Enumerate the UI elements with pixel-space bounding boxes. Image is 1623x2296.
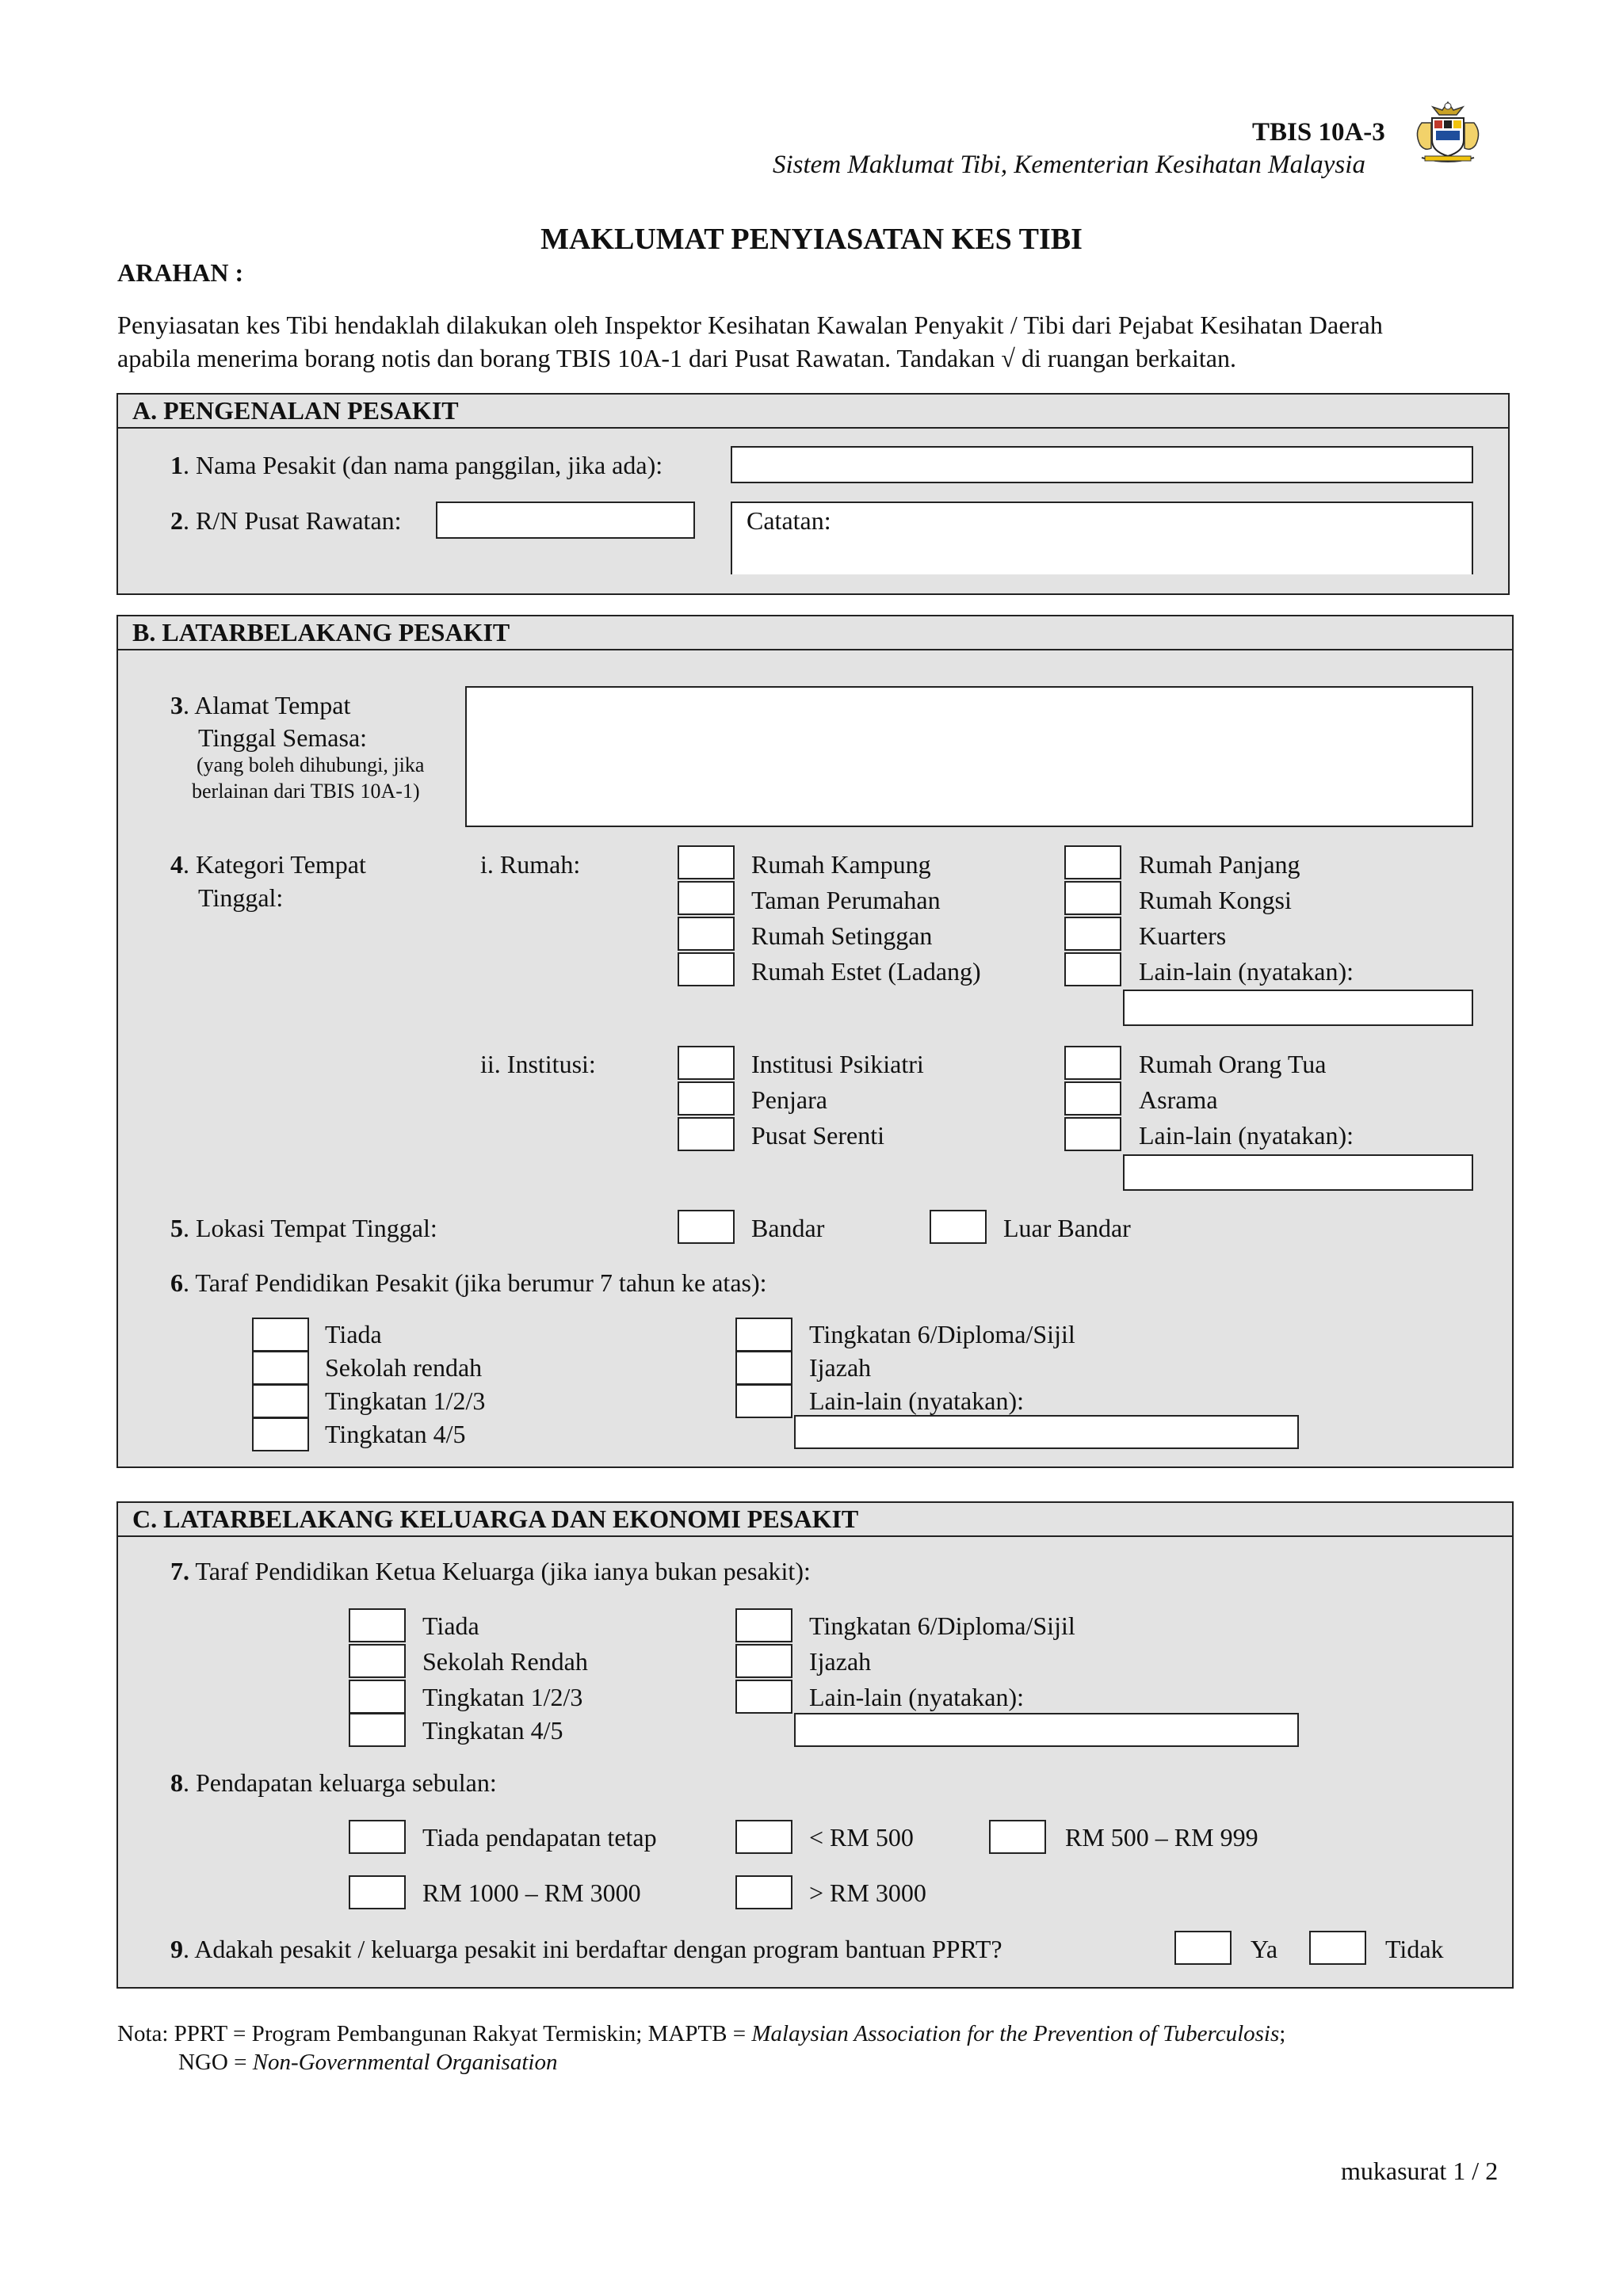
instructions-line-1: Penyiasatan kes Tibi hendaklah dilakukan oleh Inspektor Kesihatan Kawalan Penyakit / Tibi dari Pejabat Kesihatan Daerah — [117, 311, 1384, 339]
option-rumah-kampung: Rumah Kampung — [751, 850, 931, 879]
q6-text: . Taraf Pendidikan Pesakit (jika berumur 7 tahun ke atas): — [183, 1268, 767, 1297]
page-title: MAKLUMAT PENYIASATAN KES TIBI — [540, 223, 1083, 256]
checkbox-rumah-setinggan[interactable] — [678, 917, 735, 951]
rn-field[interactable] — [436, 502, 695, 539]
q8-label — [170, 1767, 497, 1798]
checkbox-q7-sekolah-rendah[interactable] — [349, 1644, 406, 1678]
checkbox-q7-lain-lain[interactable] — [735, 1680, 792, 1714]
checkbox-kuarters[interactable] — [1064, 917, 1121, 951]
option-institusi-lain-lain: Lain-lain (nyatakan): — [1139, 1121, 1354, 1150]
q3-text: . Alamat Tempat — [183, 691, 351, 719]
option-pusat-serenti: Pusat Serenti — [751, 1121, 884, 1150]
footnote-ngo: Non-Governmental Organisation — [252, 2050, 558, 2075]
checkbox-tiada-pendapatan[interactable] — [349, 1820, 406, 1854]
form-code: TBIS 10A-3 — [1252, 118, 1385, 147]
q6-label — [170, 1267, 767, 1299]
checkbox-q7-ijazah[interactable] — [735, 1644, 792, 1678]
q7-number: 7. — [170, 1557, 189, 1585]
checkbox-rm1000-3000[interactable] — [349, 1875, 406, 1909]
q3-number: 3 — [170, 691, 183, 719]
checkbox-rumah-kongsi[interactable] — [1064, 881, 1121, 915]
rumah-label: i. Rumah: — [480, 850, 581, 879]
option-rumah-kongsi: Rumah Kongsi — [1139, 886, 1292, 914]
option-institusi-psikiatri: Institusi Psikiatri — [751, 1050, 924, 1078]
q3-label — [170, 689, 350, 721]
q1-label — [170, 449, 663, 481]
q5-number: 5 — [170, 1214, 183, 1242]
q3-label-2: Tinggal Semasa: — [198, 723, 368, 752]
q1-number: 1 — [170, 451, 183, 479]
checkbox-pprt-ya[interactable] — [1174, 1931, 1232, 1965]
q5-text: . Lokasi Tempat Tinggal: — [183, 1214, 437, 1242]
catatan-label: Catatan: — [747, 506, 831, 535]
checkbox-above-rm3000[interactable] — [735, 1875, 792, 1909]
checkbox-q6-tiada[interactable] — [252, 1318, 309, 1352]
address-field[interactable] — [465, 686, 1473, 827]
q3-note-2: berlainan dari TBIS 10A-1) — [192, 780, 420, 803]
catatan-field[interactable] — [731, 502, 1473, 574]
option-taman-perumahan: Taman Perumahan — [751, 886, 941, 914]
q8-text: . Pendapatan keluarga sebulan: — [183, 1768, 497, 1797]
checkbox-q7-tingkatan-45[interactable] — [349, 1713, 406, 1747]
section-a-title: A. PENGENALAN PESAKIT — [118, 395, 1508, 429]
system-name: Sistem Maklumat Tibi, Kementerian Kesihatan Malaysia — [773, 151, 1365, 179]
option-rumah-panjang: Rumah Panjang — [1139, 850, 1300, 879]
footnote-prefix: Nota: PPRT = Program Pembangunan Rakyat Termiskin; MAPTB = — [117, 2021, 752, 2046]
checkbox-pprt-tidak[interactable] — [1309, 1931, 1366, 1965]
option-rumah-setinggan: Rumah Setinggan — [751, 921, 933, 950]
option-tiada-pendapatan: Tiada pendapatan tetap — [422, 1823, 657, 1852]
footnote-line-2 — [178, 2048, 557, 2077]
footnote-semicolon: ; — [1279, 2021, 1286, 2046]
checkbox-rumah-estet[interactable] — [678, 952, 735, 986]
checkbox-q6-lain-lain[interactable] — [735, 1384, 792, 1418]
option-q6-tingkatan-123: Tingkatan 1/2/3 — [325, 1386, 486, 1415]
institusi-label: ii. Institusi: — [480, 1050, 596, 1078]
checkbox-rm500-999[interactable] — [989, 1820, 1046, 1854]
section-c-title: C. LATARBELAKANG KELUARGA DAN EKONOMI PESAKIT — [118, 1503, 1512, 1537]
option-q6-sekolah-rendah: Sekolah rendah — [325, 1353, 483, 1382]
option-pprt-tidak: Tidak — [1385, 1935, 1444, 1963]
q2-text: . R/N Pusat Rawatan: — [183, 506, 402, 535]
checkbox-rumah-kampung[interactable] — [678, 845, 735, 879]
checkbox-q6-tingkatan-123[interactable] — [252, 1384, 309, 1418]
checkbox-institusi-psikiatri[interactable] — [678, 1046, 735, 1080]
q7-text: Taraf Pendidikan Ketua Keluarga (jika ianya bukan pesakit): — [189, 1557, 811, 1585]
page-number: mukasurat 1 / 2 — [1341, 2157, 1499, 2185]
footnote-maptb: Malaysian Association for the Prevention of Tuberculosis — [751, 2021, 1280, 2046]
option-luar-bandar: Luar Bandar — [1003, 1214, 1131, 1242]
option-rumah-estet: Rumah Estet (Ladang) — [751, 957, 981, 986]
q4-number: 4 — [170, 850, 183, 879]
q6-number: 6 — [170, 1268, 183, 1297]
option-q6-tiada: Tiada — [325, 1320, 382, 1348]
checkbox-bandar[interactable] — [678, 1210, 735, 1244]
section-b-title: B. LATARBELAKANG PESAKIT — [118, 616, 1512, 650]
option-rumah-lain-lain: Lain-lain (nyatakan): — [1139, 957, 1354, 986]
checkbox-penjara[interactable] — [678, 1081, 735, 1116]
option-pprt-ya: Ya — [1251, 1935, 1278, 1963]
option-below-rm500: < RM 500 — [809, 1823, 914, 1852]
checkbox-q7-tingkatan-6[interactable] — [735, 1608, 792, 1642]
footnote-line-1 — [117, 2019, 1285, 2048]
option-q6-tingkatan-6: Tingkatan 6/Diploma/Sijil — [809, 1320, 1075, 1348]
checkbox-q6-sekolah-rendah[interactable] — [252, 1351, 309, 1385]
q2-number: 2 — [170, 506, 183, 535]
option-q7-tingkatan-6: Tingkatan 6/Diploma/Sijil — [809, 1611, 1075, 1640]
checkbox-q6-tingkatan-6[interactable] — [735, 1318, 792, 1352]
checkbox-rumah-panjang[interactable] — [1064, 845, 1121, 879]
q5-label — [170, 1212, 437, 1244]
option-q7-tingkatan-45: Tingkatan 4/5 — [422, 1716, 563, 1745]
option-rumah-orang-tua: Rumah Orang Tua — [1139, 1050, 1327, 1078]
rumah-lain-lain-field[interactable] — [1123, 990, 1473, 1026]
q7-lain-lain-field[interactable] — [794, 1713, 1299, 1747]
checkbox-rumah-orang-tua[interactable] — [1064, 1046, 1121, 1080]
instructions-line-2: apabila menerima borang notis dan borang TBIS 10A-1 dari Pusat Rawatan. Tandakan √ di ruangan berkaitan. — [117, 344, 1236, 372]
option-rm500-999: RM 500 – RM 999 — [1065, 1823, 1258, 1852]
malaysia-coat-of-arms-icon — [1404, 99, 1491, 166]
option-above-rm3000: > RM 3000 — [809, 1878, 926, 1907]
q4-label-2: Tinggal: — [198, 883, 284, 912]
instructions-label: ARAHAN : — [117, 258, 244, 287]
q9-text: . Adakah pesakit / keluarga pesakit ini berdaftar dengan program bantuan PPRT? — [183, 1935, 1002, 1963]
checkbox-rumah-lain-lain[interactable] — [1064, 952, 1121, 986]
option-bandar: Bandar — [751, 1214, 825, 1242]
q7-label — [170, 1555, 811, 1587]
checkbox-q6-tingkatan-45[interactable] — [252, 1417, 309, 1451]
checkbox-q6-ijazah[interactable] — [735, 1351, 792, 1385]
checkbox-taman-perumahan[interactable] — [678, 881, 735, 915]
option-q7-sekolah-rendah: Sekolah Rendah — [422, 1647, 588, 1676]
q8-number: 8 — [170, 1768, 183, 1797]
checkbox-q7-tingkatan-123[interactable] — [349, 1680, 406, 1714]
option-q7-lain-lain: Lain-lain (nyatakan): — [809, 1683, 1024, 1711]
institusi-lain-lain-field[interactable] — [1123, 1154, 1473, 1191]
q4-text: . Kategori Tempat — [183, 850, 366, 879]
option-q6-lain-lain: Lain-lain (nyatakan): — [809, 1386, 1024, 1415]
checkbox-below-rm500[interactable] — [735, 1820, 792, 1854]
q9-label — [170, 1933, 1002, 1965]
patient-name-field[interactable] — [731, 446, 1473, 483]
q1-text: . Nama Pesakit (dan nama panggilan, jika ada): — [183, 451, 663, 479]
option-q7-tiada: Tiada — [422, 1611, 479, 1640]
checkbox-institusi-lain-lain[interactable] — [1064, 1117, 1121, 1151]
option-q7-ijazah: Ijazah — [809, 1647, 872, 1676]
q2-label — [170, 505, 402, 536]
checkbox-asrama[interactable] — [1064, 1081, 1121, 1116]
q4-label — [170, 849, 366, 880]
checkbox-luar-bandar[interactable] — [930, 1210, 987, 1244]
q6-lain-lain-field[interactable] — [794, 1415, 1299, 1449]
option-q6-tingkatan-45: Tingkatan 4/5 — [325, 1420, 466, 1448]
option-kuarters: Kuarters — [1139, 921, 1227, 950]
footnote-ngo-prefix: NGO = — [178, 2050, 253, 2075]
q9-number: 9 — [170, 1935, 183, 1963]
option-asrama: Asrama — [1139, 1085, 1218, 1114]
checkbox-pusat-serenti[interactable] — [678, 1117, 735, 1151]
checkbox-q7-tiada[interactable] — [349, 1608, 406, 1642]
option-penjara: Penjara — [751, 1085, 827, 1114]
option-q7-tingkatan-123: Tingkatan 1/2/3 — [422, 1683, 583, 1711]
option-rm1000-3000: RM 1000 – RM 3000 — [422, 1878, 641, 1907]
option-q6-ijazah: Ijazah — [809, 1353, 872, 1382]
q3-note-1: (yang boleh dihubungi, jika — [197, 753, 425, 776]
